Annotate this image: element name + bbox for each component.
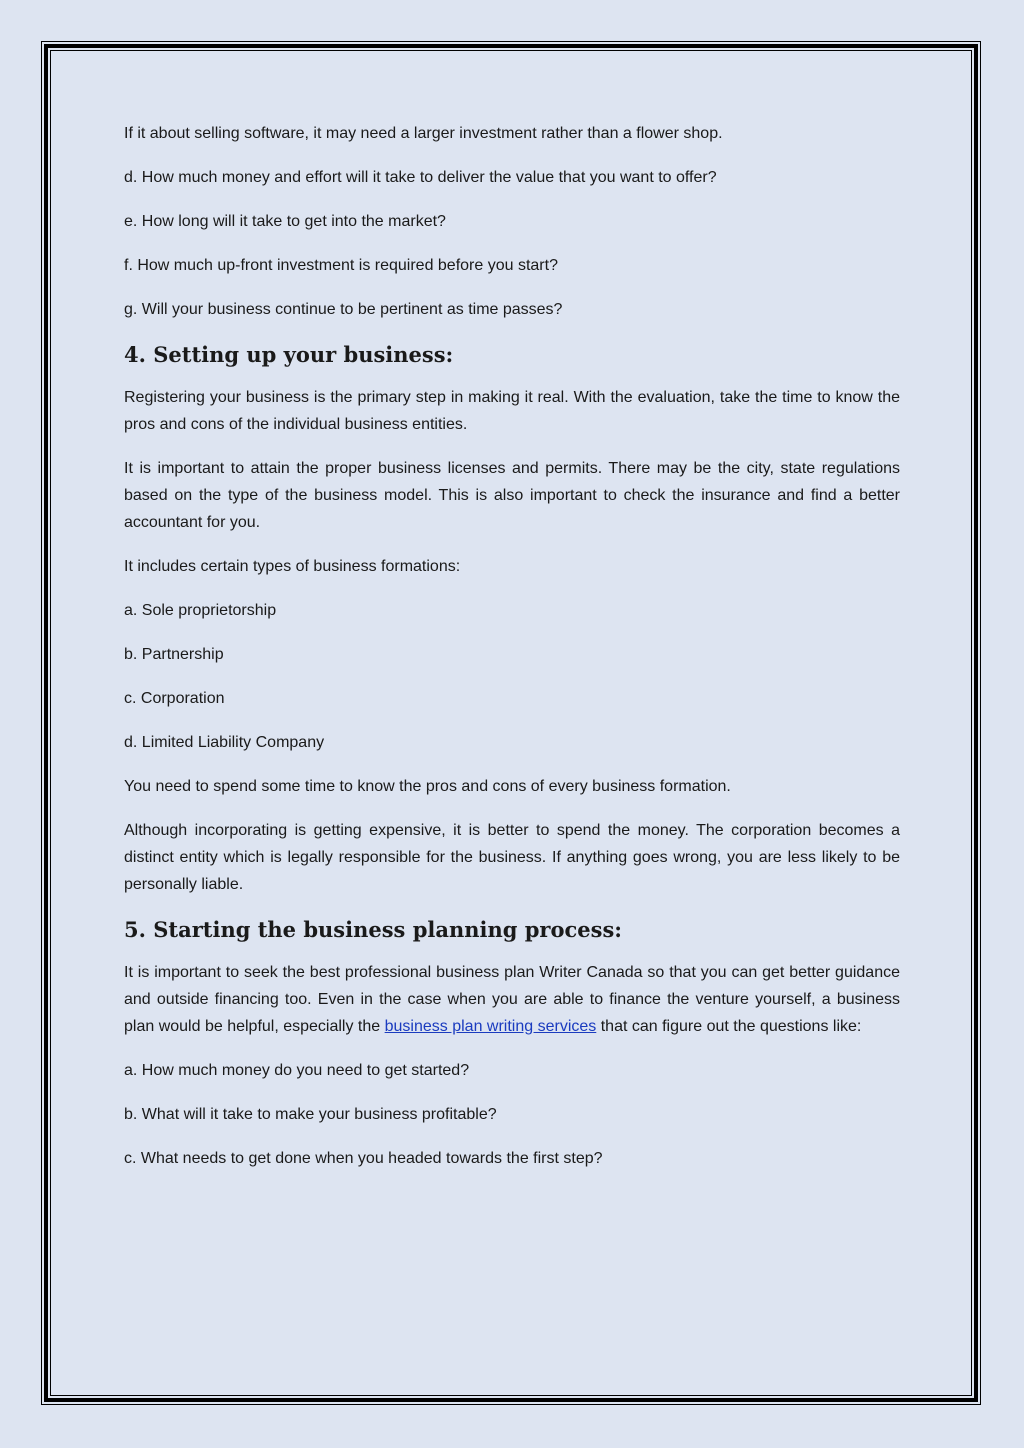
formation-item: b. Partnership [124, 646, 224, 663]
section-4-heading: 4. Setting up your business: [124, 342, 454, 367]
question-f: f. How much up-front investment is required before you start? [124, 257, 558, 274]
question-e: e. How long will it take to get into the market? [124, 213, 446, 230]
question-item: b. What will it take to make your business profitable? [124, 1106, 497, 1123]
question-item: c. What needs to get done when you headed towards the first step? [124, 1150, 603, 1167]
section-5-text-before-link: It is important to seek the best professional business plan Writer Canada so that you can get better guidance and outside financing too. Even in the case when you are able to finance the venture yourself, a business plan would be helpful, especially the [124, 964, 900, 1035]
section-5-heading: 5. Starting the business planning process: [124, 917, 623, 942]
formation-item: c. Corporation [124, 690, 225, 707]
question-item: a. How much money do you need to get started? [124, 1062, 470, 1079]
question-g: g. Will your business continue to be pertinent as time passes? [124, 301, 563, 318]
formation-item: a. Sole proprietorship [124, 602, 277, 619]
intro-paragraph: If it about selling software, it may need a larger investment rather than a flower shop. [124, 125, 723, 142]
business-plan-writing-services-link[interactable]: business plan writing services [384, 1018, 597, 1035]
section-4-paragraph-4: You need to spend some time to know the pros and cons of every business formation. [124, 778, 731, 795]
question-d: d. How much money and effort will it take to deliver the value that you want to offer? [124, 169, 717, 186]
section-4-paragraph-1: Registering your business is the primary step in making it real. With the evaluation, take the time to know the pros and cons of the individual business entities. [124, 389, 900, 433]
section-4-paragraph-3: It includes certain types of business formations: [124, 558, 461, 575]
section-5-paragraph-1 [124, 959, 900, 1040]
section-4-paragraph-5: Although incorporating is getting expensive, it is better to spend the money. The corporation becomes a distinct entity which is legally responsible for the business. If anything goes wrong, you are less likely to be personally liable. [124, 822, 900, 893]
formation-item: d. Limited Liability Company [124, 734, 325, 751]
section-5-text-after-link: that can figure out the questions like: [596, 1018, 862, 1035]
section-4-paragraph-2: It is important to attain the proper business licenses and permits. There may be the city, state regulations based on the type of the business model. This is also important to check the insurance and find a better accountant for you. [124, 460, 900, 531]
document-body [124, 120, 900, 1189]
